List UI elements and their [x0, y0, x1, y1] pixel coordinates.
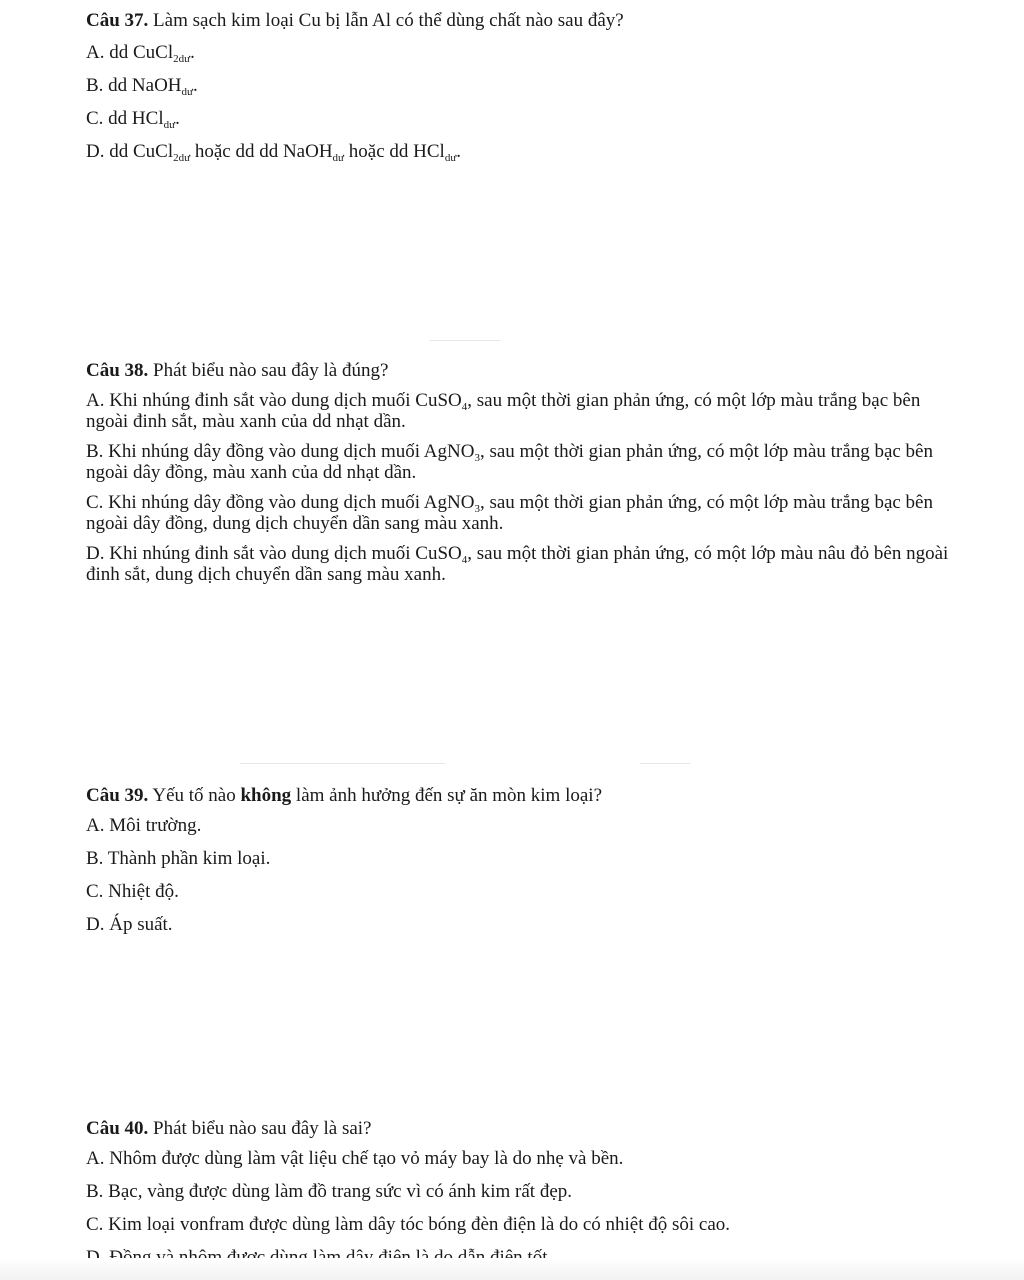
question-stem: Câu 39. Yếu tố nào không làm ảnh hưởng đến sự ăn mòn kim loại? — [86, 785, 603, 806]
question-stem: Câu 38. Phát biểu nào sau đây là đúng? — [86, 360, 389, 381]
question-number: Câu 38. — [86, 360, 149, 381]
option-a: A. Khi nhúng đinh sắt vào dung dịch muối CuSO$_4$, sau một thời gian phản ứng, có một lớp màu trắng bạc bên ngoài đinh sắt, màu xanh của dd nhạt dần. — [86, 390, 921, 432]
question-40 — [86, 1118, 966, 1280]
page-divider — [240, 763, 445, 764]
question-39 — [86, 785, 966, 947]
option-c: C. Khi nhúng dây đồng vào dung dịch muối AgNO$_3$, sau một thời gian phản ứng, có một lớp màu trắng bạc bên ngoài dây đồng, dung dịch chuyển dần sang màu xanh. — [86, 492, 933, 534]
question-number: Câu 37. — [86, 10, 149, 31]
option-c: C. Kim loại vonfram được dùng làm dây tóc bóng đèn điện là do có nhiệt độ sôi cao. — [86, 1214, 731, 1235]
option-a: A. Môi trường. — [86, 815, 202, 836]
page-divider — [640, 763, 690, 764]
option-a: A. dd CuCl$_{2dư}$. — [86, 42, 195, 65]
question-stem: Câu 40. Phát biểu nào sau đây là sai? — [86, 1118, 372, 1139]
option-c: C. dd HCl$_{dư}$. — [86, 108, 180, 131]
page-bottom-edge — [0, 1258, 1024, 1280]
question-37 — [86, 10, 966, 174]
page-divider — [430, 340, 500, 341]
option-d: D. Khi nhúng đinh sắt vào dung dịch muối CuSO$_4$, sau một thời gian phản ứng, có một lớp màu nâu đỏ bên ngoài đinh sắt, dung dịch chuyển dần sang màu xanh. — [86, 543, 949, 585]
option-b: B. Khi nhúng dây đồng vào dung dịch muối AgNO$_3$, sau một thời gian phản ứng, có một lớp màu trắng bạc bên ngoài dây đồng, màu xanh của dd nhạt dần. — [86, 441, 933, 483]
option-c: C. Nhiệt độ. — [86, 881, 179, 902]
option-d: D. dd CuCl$_{2dư}$ hoặc dd dd NaOH$_{dư}$ hoặc dd HCl$_{dư}$. — [86, 141, 462, 164]
option-b: B. Bạc, vàng được dùng làm đồ trang sức vì có ánh kim rất đẹp. — [86, 1181, 573, 1202]
option-b: B. dd NaOH$_{dư}$. — [86, 75, 198, 98]
question-38 — [86, 360, 966, 594]
question-stem: Câu 37. Làm sạch kim loại Cu bị lẫn Al có thể dùng chất nào sau đây? — [86, 10, 624, 31]
option-b: B. Thành phần kim loại. — [86, 848, 271, 869]
option-a: A. Nhôm được dùng làm vật liệu chế tạo vỏ máy bay là do nhẹ và bền. — [86, 1148, 624, 1169]
emphasis-word: không — [240, 785, 292, 806]
question-number: Câu 40. — [86, 1118, 149, 1139]
question-number: Câu 39. — [86, 785, 149, 806]
option-d: D. Áp suất. — [86, 914, 173, 935]
